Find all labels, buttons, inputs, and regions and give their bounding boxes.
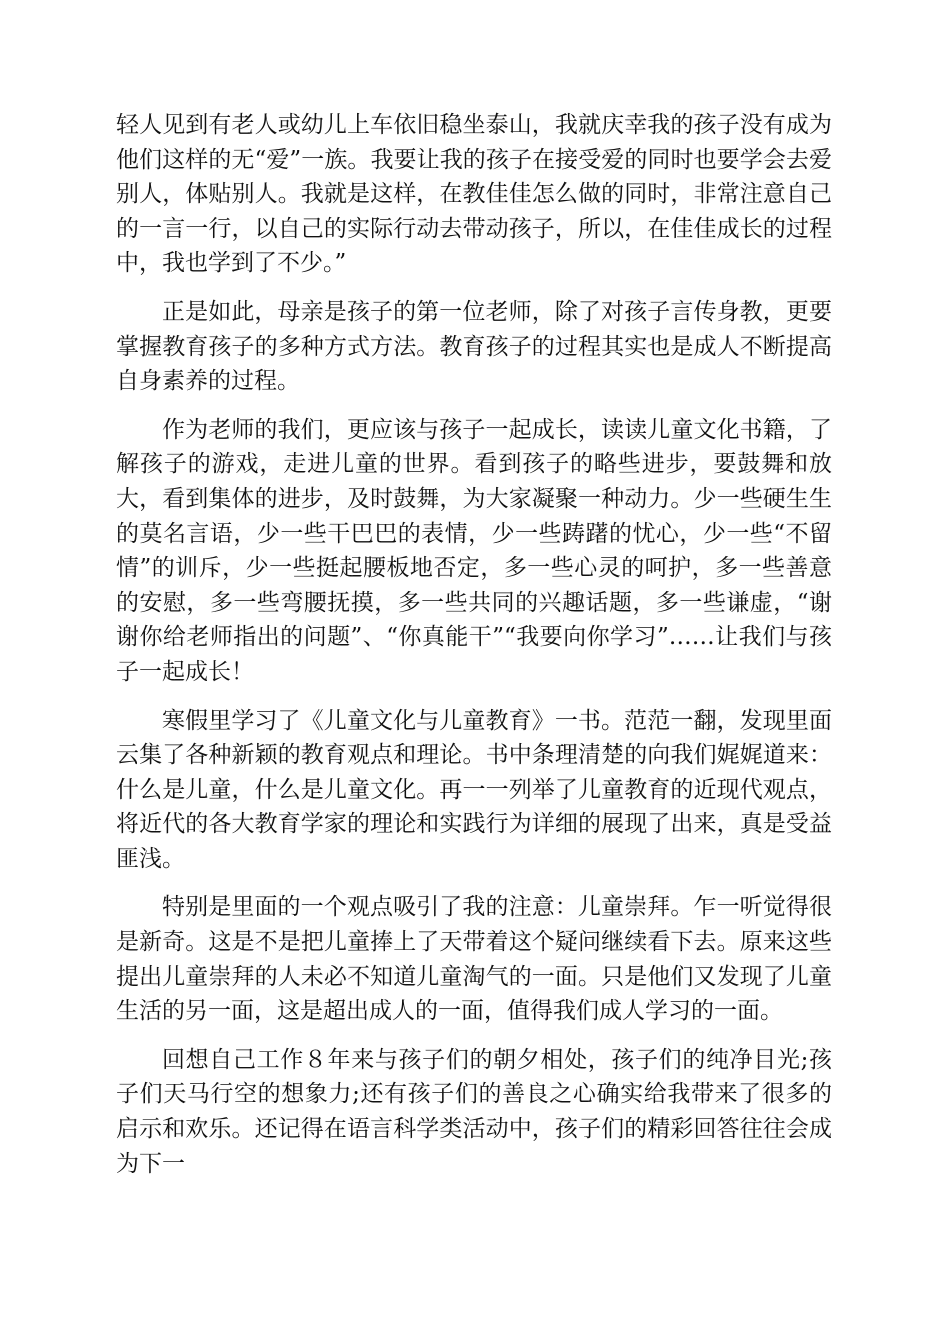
paragraph-mother-first-teacher: 正是如此，母亲是孩子的第一位老师，除了对孩子言传身教，更要掌握教育孩子的多种方式方法。教育孩子的过程其实也是成人不断提高自身素养的过程。 xyxy=(116,298,832,395)
paragraph-continued: 轻人见到有老人或幼儿上车依旧稳坐泰山，我就庆幸我的孩子没有成为他们这样的无“爱”一族。我要让我的孩子在接受爱的同时也要学会去爱别人，体贴别人。我就是这样，在教佳佳怎么做的同时，非常注意自己的一言一行，以自己的实际行动去带动孩子，所以，在佳佳成长的过程中，我也学到了不少。” xyxy=(116,112,832,277)
paragraph-book-reading: 寒假里学习了《儿童文化与儿童教育》一书。范范一翻，发现里面云集了各种新颖的教育观点和理论。书中条理清楚的向我们娓娓道来：什么是儿童，什么是儿童文化。再一一列举了儿童教育的近现代观点，将近代的各大教育学家的理论和实践行为详细的展现了出来，真是受益匪浅。 xyxy=(116,707,832,872)
paragraph-child-worship: 特别是里面的一个观点吸引了我的注意：儿童崇拜。乍一听觉得很是新奇。这是不是把儿童捧上了天带着这个疑问继续看下去。原来这些提出儿童崇拜的人未必不知道儿童淘气的一面。只是他们又发现了儿童生活的另一面，这是超出成人的一面，值得我们成人学习的一面。 xyxy=(116,894,832,1025)
document-body xyxy=(116,108,832,1181)
paragraph-eight-years-reflection: 回想自己工作８年来与孩子们的朝夕相处，孩子们的纯净目光;孩子们天马行空的想象力;还有孩子们的善良之心确实给我带来了很多的启示和欢乐。还记得在语言科学类活动中，孩子们的精彩回答往往会成为下一 xyxy=(116,1046,832,1177)
paragraph-grow-with-children: 作为老师的我们，更应该与孩子一起成长，读读儿童文化书籍，了解孩子的游戏，走进儿童的世界。看到孩子的略些进步，要鼓舞和放大，看到集体的进步，及时鼓舞，为大家凝聚一种动力。少一些硬生生的莫名言语，少一些干巴巴的表情，少一些踌躇的忧心，少一些“不留情”的训斥，少一些挺起腰板地否定，多一些心灵的呵护，多一些善意的安慰，多一些弯腰抚摸，多一些共同的兴趣话题，多一些谦虚，“谢谢你给老师指出的问题”、“你真能干”“我要向你学习”……让我们与孩子一起成长！ xyxy=(116,416,832,685)
